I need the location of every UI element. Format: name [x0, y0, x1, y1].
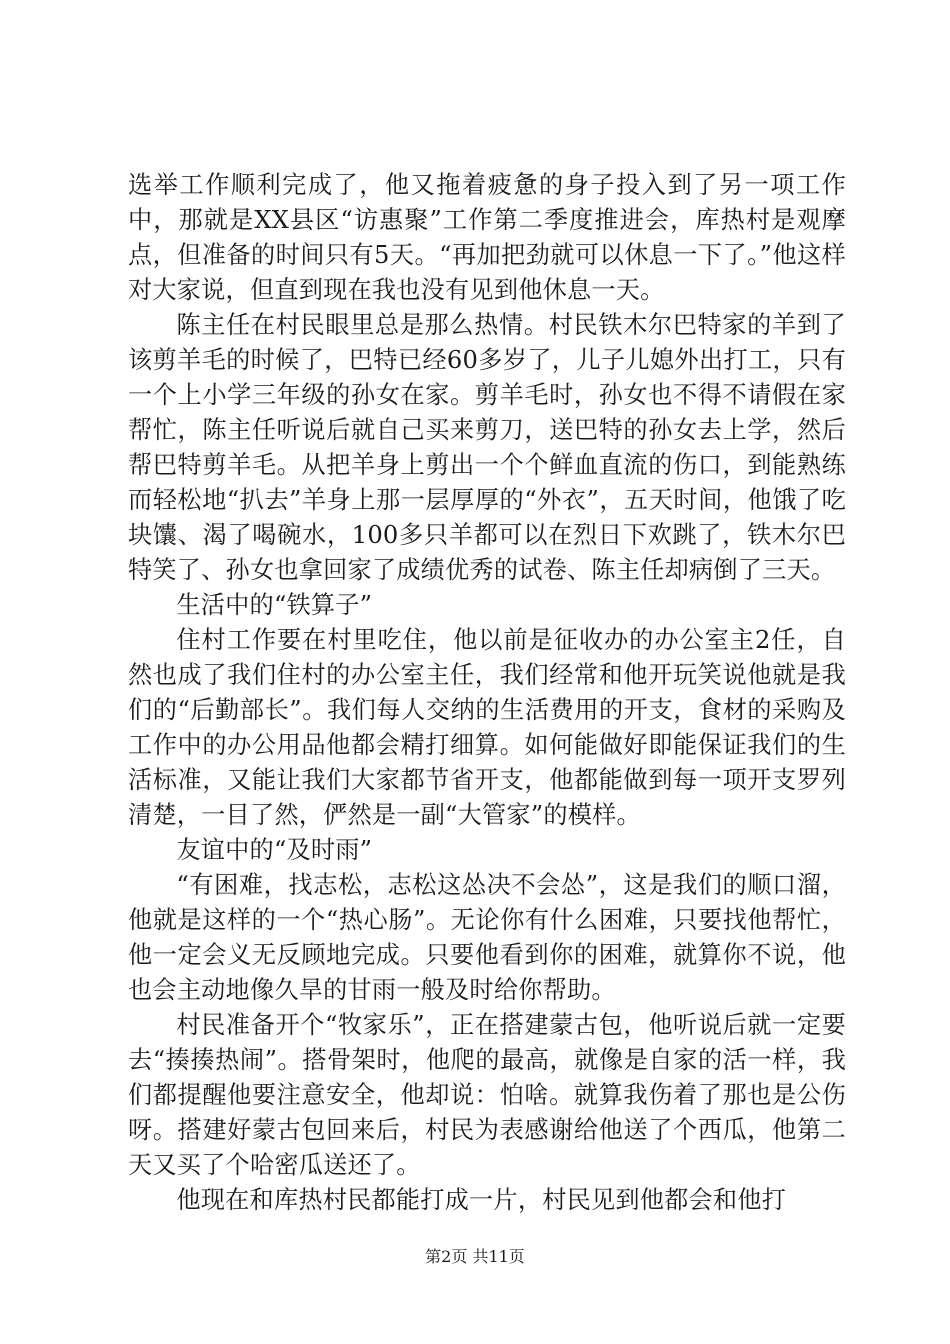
page-number: 第2页 共11页	[425, 1247, 525, 1266]
section-heading: 生活中的“铁算子”	[176, 591, 373, 619]
paragraph: 住村工作要在村里吃住，他以前是征收办的办公室主2任，自然也成了我们住村的办公室主任，我们经常和他开玩笑说他就是我们的“后勤部长”。我们每人交纳的生活费用的开支，食材的采购及工作中的办公用品他都会精打细算。如何能做好即能保证我们的生活标准，又能让我们大家都节省开支，他都能做到每一项开支罗列清楚，一目了然，俨然是一副“大管家”的模样。	[128, 626, 846, 829]
paragraph: 选举工作顺利完成了，他又拖着疲惫的身子投入到了另一项工作中，那就是XX县区“访惠聚”工作第二季度推进会，库热村是观摩点，但准备的时间只有5天。“再加把劲就可以休息一下了。”他这样对大家说，但直到现在我也没有见到他休息一天。	[128, 171, 846, 304]
paragraph: 村民准备开个“牧家乐”，正在搭建蒙古包，他听说后就一定要去“揍揍热闹”。搭骨架时，他爬的最高，就像是自家的活一样，我们都提醒他要注意安全，他却说：怕啥。就算我伤着了那也是公伤呀。搭建好蒙古包回来后，村民为表感谢给他送了个西瓜，他第二天又买了个哈密瓜送还了。	[128, 1011, 846, 1179]
section-heading: 友谊中的“及时雨”	[176, 836, 373, 864]
paragraph: 他现在和库热村民都能打成一片，村民见到他都会和他打	[176, 1186, 787, 1214]
paragraph: “有困难，找志松，志松这怂决不会怂”，这是我们的顺口溜，他就是这样的一个“热心肠”。无论你有什么困难，只要找他帮忙，他一定会义无反顾地完成。只要他看到你的困难，就算你不说，他也会主动地像久旱的甘雨一般及时给你帮助。	[128, 871, 846, 1004]
document-body	[128, 168, 846, 1218]
paragraph: 陈主任在村民眼里总是那么热情。村民铁木尔巴特家的羊到了该剪羊毛的时候了，巴特已经60多岁了，儿子儿媳外出打工，只有一个上小学三年级的孙女在家。剪羊毛时，孙女也不得不请假在家帮忙，陈主任听说后就自己买来剪刀，送巴特的孙女去上学，然后帮巴特剪羊毛。从把羊身上剪出一个个鲜血直流的伤口，到能熟练而轻松地“扒去”羊身上那一层厚厚的“外衣”，五天时间，他饿了吃块馕、渴了喝碗水，100多只羊都可以在烈日下欢跳了，铁木尔巴特笑了、孙女也拿回家了成绩优秀的试卷、陈主任却病倒了三天。	[128, 311, 846, 584]
